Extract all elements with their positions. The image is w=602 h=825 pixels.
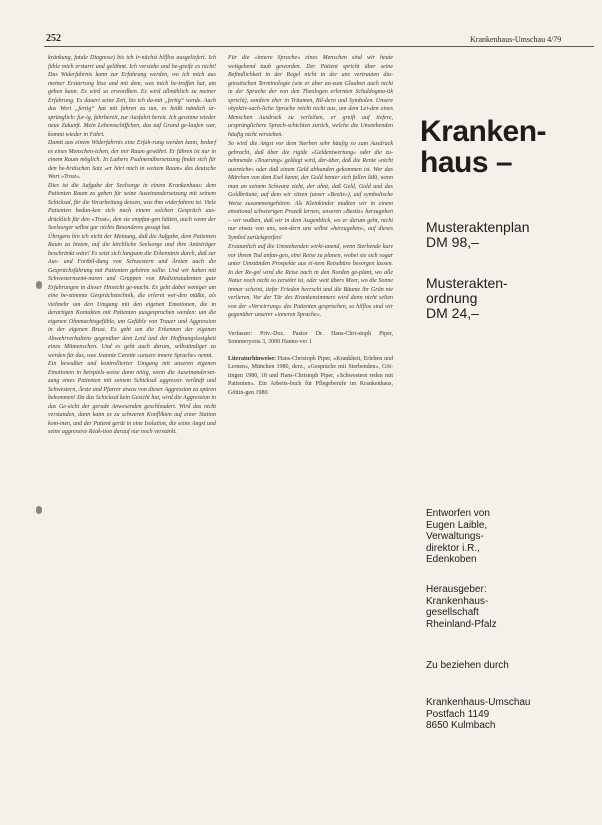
page-number: 252 [46,33,61,44]
product-price: DM 24,– [426,305,479,321]
paragraph: Dies ist die Aufgabe der Seelsorge in einem Krankenhaus: dem Patienten Raum zu geben für seine Auseinandersetzung mit seinem Schicksal, für die Verarbeitung dessen, was ihm widerfahren ist. Viele Patienten bedan-ken sich nach einem solchen Gespräch aus-drücklich für den »Trost«, den sie empfan-gen hätten, auch wenn der Seelsorger selbst gar nichts Besonderes gesagt hat. [48,182,216,231]
order-info: Zu beziehen durch [426,660,509,671]
credit-line: Entworfen von [426,508,490,519]
literature-label: Literaturhinweise: [228,355,276,362]
paragraph: Damit aus einem Widerfahrnis eine Erfah-rung werden kann, bedarf es eines Menschen-ichen, der mir Raum gewährt. Er führen ist nur in einem Raum möglich. In Luthers Psalmenübersetzung findet sich für den he-bräischen Satz »er hört mich in weitem Raum« das deutsche Wort »Trost«. [48,140,216,180]
author-line: Verfasser: Priv.-Doz. Pastor Dr. Hans-Chri-stoph Piper, Sommeryoria 3, 3000 Hanno-ver 1 [228,330,393,345]
product-aktenordnung [426,276,508,321]
publisher-line: Rheinland-Pfalz [426,618,497,630]
literature-text: Hans-Christoph Piper, »Krankheit, Erleben und Lernen«, München 1980, derz., »Gespräche mit Sterbenden«, Göt-tingen 1980, 18 und Hans-Christoph Piper, »Schwestern reden mit Patienten«. Ein Arbeits-buch für Pflegeberufe im Krankenhaus, Göttin-gen 1980. [228,355,394,396]
distributor-address [426,697,531,732]
margin-hole-mark [36,506,42,514]
paragraph: So wird die Angst vor dem Sterben sehr häufig so zum Ausdruck gebracht, daß über die rigide »Geldentwertung« oder die zu-nehmende »Teuerung« geklagt wird, der-über, daß die Rente »nicht ausreiche« oder daß einem Geld abhanden gekommen ist. Wer das Märchen von dem Esel kennt, der Gold benter sich fallen läßt, wenn man an seinem Schwanz zieht, der ahnt, daß Geld, Gold und das Goldbräune, auf dem wir sitzen (unser »Besitz«), auf symbolische Weise zusammengehören. Als Kleinkinder mußten wir in einem emotional schwierigen Prozeß lernen, unseren »Besitz« herzugeben – wir wußten, daß wir in dem Augenblick, wo er darum geht, nicht nur etwas von uns, son-dern uns selbst »herzugeben«, auf dieses Symbol zurückgreifen! [228,141,393,241]
header-rule [44,46,594,47]
article-column-middle [228,54,393,398]
margin-hole-mark [36,281,42,289]
literature-references [228,355,393,398]
credit-line: Eugen Laible, [426,519,488,531]
advertisement-sidebar [410,54,600,824]
product-name: Musteraktenplan [426,219,530,235]
paragraph: Für die »innere Sprache« eines Menschen sind wir heute weitgehend taub geworden. Der Patient spricht über seine Befindlichkeit in der Regel nicht in der uns vertrauten dia-gnostischen Terminologie (wie er aber an-zum Glauben auch nicht in der Sprache der von den Theologen erlernten Schuldogma-tik spricht), sondern eher in Träumen, Bil-dern und Symbolen. Unsere objektiv-sach-liche Sprache reicht nicht aus, um dem Lei-den eines Menschen Ausdruck zu verleihen, er greift auf tiefere, ursprünglichere Sprach-schichten zurück, welche die Umstehenden häufig nicht verstehen. [228,55,393,138]
article-column-left [48,54,216,437]
ad-title-line: haus – [420,146,513,179]
publisher-line: Herausgeber: [426,584,487,595]
credit-line: direktor i.R., [426,542,480,554]
publisher-credit [426,584,497,630]
address-line: Krankenhaus-Umschau [426,697,531,708]
product-name: ordnung [426,290,478,306]
product-price: DM 98,– [426,234,479,250]
journal-reference: Krankenhaus-Umschau 4/79 [470,35,562,44]
publisher-line: Krankenhaus- [426,595,489,607]
credit-line: Edenkoben [426,554,477,565]
publisher-line: gesellschaft [426,607,479,618]
ad-title-line: Kranken- [420,115,547,148]
paragraph: Übrigens bin ich nicht der Meinung, daß die Aufgabe, dem Patienten Raum zu bieten, auf die kirchliche Seelsorge und ihre Amtsträger beschränkt wäre! Es setzt sich langsam die Erkenntnis durch, daß zur Aus- und Fortbil-dung von Schwestern und Ärzten auch die Gesprächsführung mit Patienten gehören sollte. Und wir haben mit Schwesternsemi-naren und Gruppen von Medizinstudenten gute Erfahrungen in dieser Hinsicht ge-macht. Es geht dabei weniger um eine be-stimmte Gesprächstechnik, die erlernt wer-den müßte, als vielmehr um den Umgang mit den eigenen Emotionen, die in derartigen Kontakten mit Patienten ausgesprochen werden: um die eigenen Ohnmachtsgefühle, um Gefühle von Trauer und Aggression in der eigenen Brust. Es geht um die Erkennen der eigenen Abwehrverhaltens gegenüber dem Leid und der Hoffnungslosigkeit eines Mitmenschen. Und es geht auch darum, selbständiger zu werden für das, was Jeannie Carette »unsere innere Sprache« nennt. [48,233,216,359]
address-line: Postfach 1149 [426,708,490,720]
paragraph: Ein bewußter und kontrollierter Umgang mit unseren eigenen Emotionen in beispiels-weise dann nötig, wenn die Auseinanderset-zung eines Patienten mit seinem Schicksal aggressiv verläuft und Schwestern, Ärzte und Pfarrer etwas von dieser Aggression zu spüren bekommen! Da das Schicksal kein Gesicht hat, wird die Aggression in das Ge-sicht der gerade Anwesenden geschleudert. Wird das nicht verstanden, dann kann es zu schweren Konflikten auf einer Station kom-men, und der Patient gerät in eine Isolation, die seine Angst und seine aggressive Reak-tion darauf nur noch verstärkt. [48,361,216,435]
paragraph: kränkung, fatale Diagnose) bis ich ir-nächst hilflos ausgeliefert. Ich fühle mich erstarrt und gelähmt. Ich versiehe und be-greife es nicht! Das Widerfahrnis kann zur Erfahrung werden, wo ich mich aus meiner Erstarrung löse und mit dem, was mich be-troffen hat, um gehen kann. Es wird so erwordben. Es wird allmählich zu meiner Erfahrung. Es dauert seine Zeit, bis ich da-mit „fertig“ werde. Auch das Wort „fertig“ hat mit fahren zu tun, es heißt nämlich ur-sprünglich: fur-ig, fahrbereit, zur Ausfahrt bereit. Ich gewinne wieder neue Zukunft. Mein Lebensschiffchen, das auf Grund ge-laufen war, kommt wieder in Fahrt. [48,55,216,138]
design-credit [426,508,490,566]
product-name: Musterakten- [426,275,508,291]
address-line: 8650 Kulmbach [426,720,496,731]
product-aktenplan [426,220,530,250]
ad-title [420,116,546,178]
paragraph: Erstaunlich auf die Umstehenden wirkt-unend, wenn Sterbende kurz vor ihrem Tod anfan-gen, eine Reise zu planen, wobei sie sich sogar unter Umständen Prospekte aus ei-nem Reisebüro besorgen lassen. In der Re-gel wird die Reise nach in den Norden ge-plant, wo alle Natur noch nicht so zerstört ist, oder weit übers Meer, wo die Sonne immer scheint, tiefer Frieden herrscht und die Bäume ihr Grün nie verlieren. Vor der Tür des Krankenzimmers wird dann nicht selten von der »Verwirrung« des Patienten gesprochen, so hilflos sind wir gegenüber unserer »inneren Sprache«. [228,244,393,318]
credit-line: Verwaltungs- [426,531,484,542]
